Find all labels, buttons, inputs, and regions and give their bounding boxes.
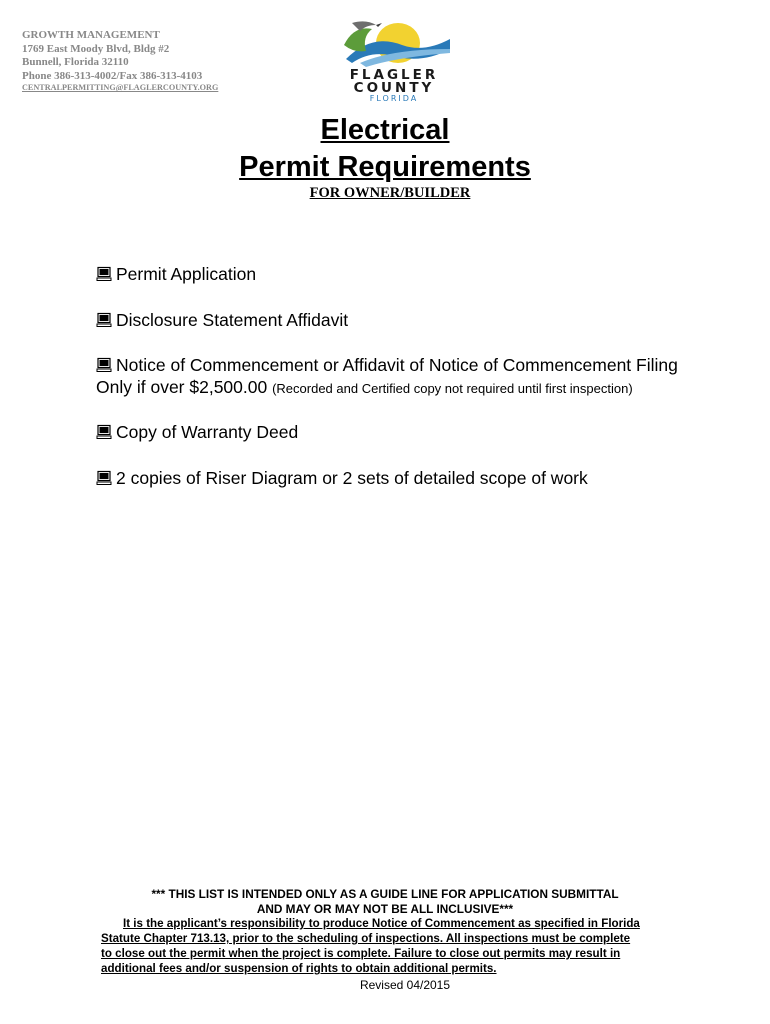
revision-date: Revised 04/2015 — [359, 978, 451, 992]
logo-word-florida: FLORIDA — [369, 94, 419, 103]
page-title-line-1: Electrical — [320, 114, 450, 146]
requirement-text: Copy of Warranty Deed — [116, 422, 299, 442]
logo-word-county: COUNTY — [353, 80, 435, 96]
phone-fax: Phone 386-313-4002/Fax 386-313-4103 — [22, 69, 203, 82]
computer-icon — [96, 424, 112, 440]
computer-icon — [96, 470, 112, 486]
responsibility-line-2: Statute Chapter 713.13, prior to the scheduling of inspections. All inspections must be complete — [101, 932, 631, 945]
logo-graphic-icon — [332, 19, 456, 69]
org-name: GROWTH MANAGEMENT — [22, 29, 160, 41]
requirement-condition: Only if over $2,500.00 — [96, 377, 268, 397]
address-line-1: 1769 East Moody Blvd, Bldg #2 — [22, 42, 170, 55]
logo-word-flagler: FLAGLER — [349, 67, 439, 83]
computer-icon — [96, 357, 112, 373]
email-link[interactable]: CENTRALPERMITTING@FLAGLERCOUNTY.ORG — [22, 83, 219, 93]
requirement-item — [96, 354, 678, 400]
page-title-line-2: Permit Requirements — [239, 151, 531, 183]
office-address-block — [22, 29, 352, 93]
requirement-text: Notice of Commencement or Affidavit of Notice of Commencement Filing — [116, 355, 678, 375]
requirement-text: Disclosure Statement Affidavit — [116, 310, 349, 330]
computer-icon — [96, 312, 112, 328]
guide-notice-line-1: *** THIS LIST IS INTENDED ONLY AS A GUIDE LINE FOR APPLICATION SUBMITTAL — [151, 887, 619, 901]
requirement-item — [96, 309, 348, 331]
requirement-item — [96, 467, 588, 489]
responsibility-line-4: additional fees and/or suspension of rights to obtain additional permits. — [101, 962, 497, 975]
flagler-county-logo — [332, 19, 456, 103]
requirement-text: 2 copies of Riser Diagram or 2 sets of detailed scope of work — [116, 468, 588, 488]
responsibility-line-1: It is the applicant’s responsibility to produce Notice of Commencement as specified in Florida — [123, 917, 640, 930]
address-line-2: Bunnell, Florida 32110 — [22, 56, 129, 69]
guide-notice-line-2: AND MAY OR MAY NOT BE ALL INCLUSIVE*** — [256, 902, 514, 916]
responsibility-line-3: to close out the permit when the project is complete. Failure to close out permits may result in — [101, 947, 621, 960]
requirement-text: Permit Application — [116, 264, 257, 284]
requirement-note: (Recorded and Certified copy not required until first inspection) — [272, 381, 633, 396]
computer-icon — [96, 266, 112, 282]
page-subtitle: FOR OWNER/BUILDER — [309, 185, 471, 201]
requirement-item — [96, 263, 256, 285]
requirement-item — [96, 421, 298, 443]
